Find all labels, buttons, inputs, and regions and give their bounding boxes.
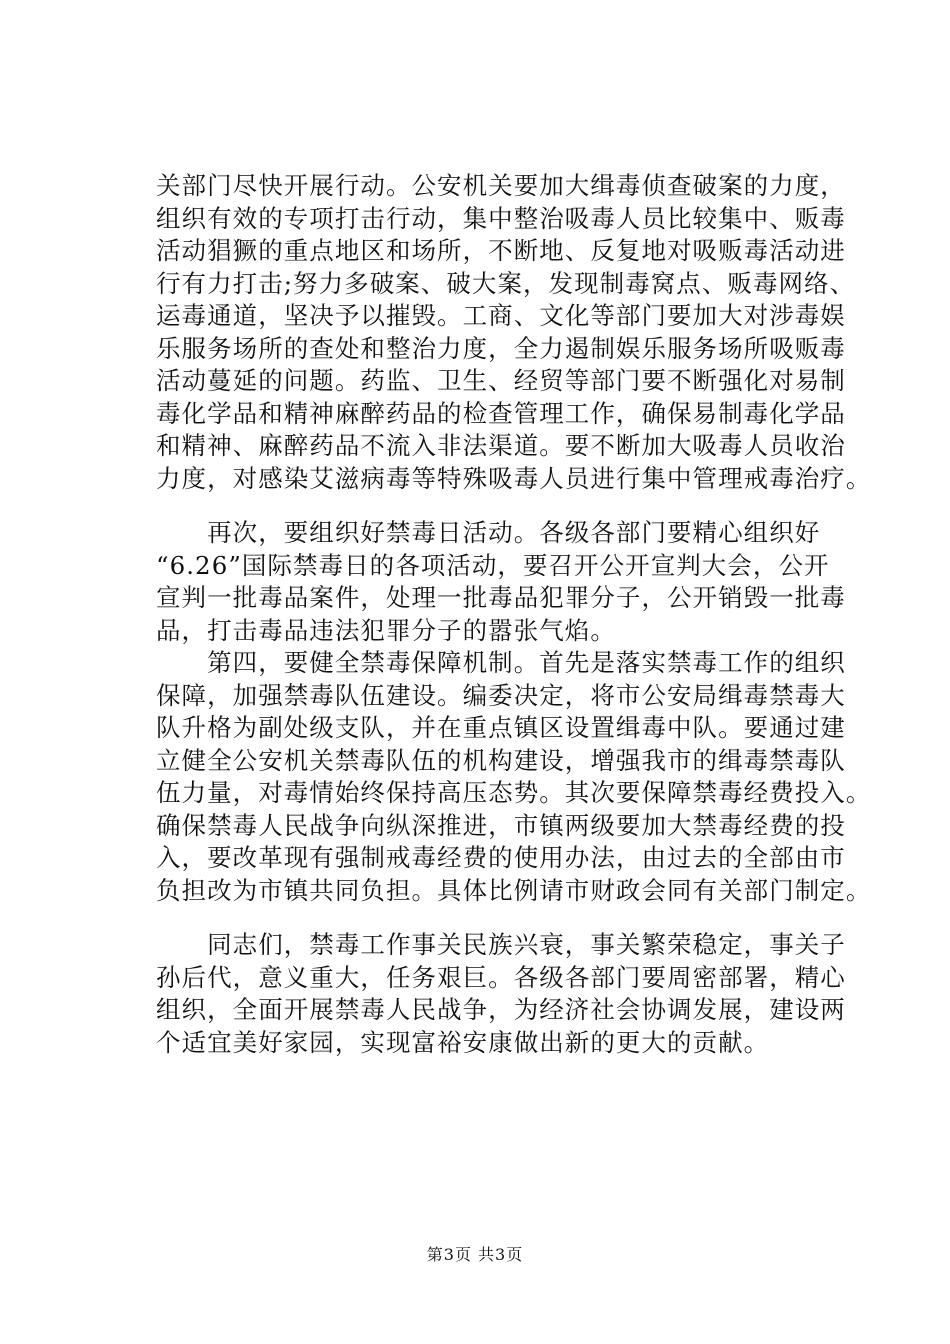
text-line: 关部门尽快开展行动。公安机关要加大缉毒侦查破案的力度， — [156, 171, 846, 200]
text-line: 同志们，禁毒工作事关民族兴衰，事关繁荣稳定，事关子 — [156, 930, 846, 959]
text-line: 立健全公安机关禁毒队伍的机构建设，增强我市的缉毒禁毒队 — [156, 745, 846, 775]
text-line: 入，要改革现有强制戒毒经费的使用办法，由过去的全部由市 — [156, 843, 846, 872]
text-line: 运毒通道，坚决予以摧毁。工商、文化等部门要加大对涉毒娱 — [156, 301, 846, 330]
text-line: 行有力打击;努力多破案、破大案，发现制毒窝点、贩毒网络、 — [156, 268, 856, 298]
text-line: 毒化学品和精神麻醉药品的检查管理工作，确保易制毒化学品 — [156, 398, 846, 428]
text-line: 品，打击毒品违法犯罪分子的嚣张气焰。 — [156, 615, 616, 645]
text-line: 队升格为副处级支队，并在重点镇区设置缉毒中队。要通过建 — [156, 713, 846, 742]
text-line: 负担改为市镇共同负担。具体比例请市财政会同有关部门制定。 — [156, 875, 872, 905]
text-line: 组织，全面开展禁毒人民战争，为经济社会协调发展，建设两 — [156, 995, 846, 1024]
paragraph-closing — [156, 929, 846, 1059]
paragraph-drug-day — [156, 517, 846, 647]
text-line: 第四，要健全禁毒保障机制。首先是落实禁毒工作的组织 — [156, 648, 846, 677]
paragraph-enforcement — [156, 170, 872, 495]
text-line: 伍力量，对毒情始终保持高压态势。其次要保障禁毒经费投入。 — [156, 778, 872, 807]
paragraph-gap — [156, 907, 846, 929]
text-line: 个适宜美好家园，实现富裕安康做出新的更大的贡献。 — [156, 1027, 770, 1057]
text-line: 确保禁毒人民战争向纵深推进，市镇两级要加大禁毒经费的投 — [156, 810, 846, 840]
document-body — [156, 170, 872, 1059]
text-line: 孙后代，意义重大，任务艰巨。各级各部门要周密部署，精心 — [156, 962, 846, 992]
page-number-footer: 第3页 共3页 — [426, 1245, 524, 1264]
paragraph-gap — [156, 495, 846, 517]
text-line: 乐服务场所的查处和整治力度，全力遏制娱乐服务场所吸贩毒 — [156, 333, 846, 363]
text-line: 活动猖獗的重点地区和场所，不断地、反复地对吸贩毒活动进 — [156, 236, 846, 265]
text-line: 宣判一批毒品案件，处理一批毒品犯罪分子，公开销毁一批毒 — [156, 583, 846, 612]
text-line: 活动蔓延的问题。药监、卫生、经贸等部门要不断强化对易制 — [156, 366, 846, 395]
text-line: 组织有效的专项打击行动，集中整治吸毒人员比较集中、贩毒 — [156, 203, 846, 233]
paragraph-support-mechanism — [156, 647, 872, 907]
text-line: 再次，要组织好禁毒日活动。各级各部门要精心组织好 — [156, 518, 821, 547]
text-line: 和精神、麻醉药品不流入非法渠道。要不断加大吸毒人员收治 — [156, 431, 846, 460]
text-line: 力度，对感染艾滋病毒等特殊吸毒人员进行集中管理戒毒治疗。 — [156, 463, 872, 493]
text-line: “6.26”国际禁毒日的各项活动，要召开公开宣判大会，公开 — [156, 550, 830, 580]
text-line: 保障，加强禁毒队伍建设。编委决定，将市公安局缉毒禁毒大 — [156, 680, 846, 710]
